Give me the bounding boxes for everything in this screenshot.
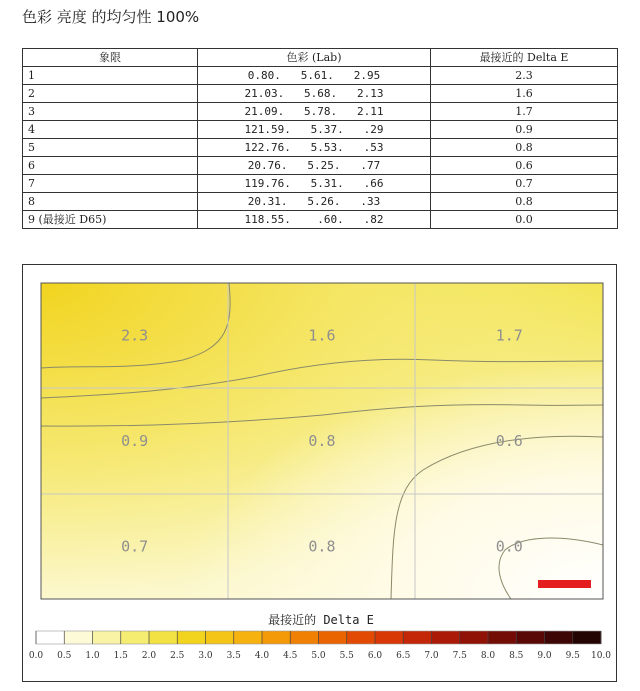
table-row xyxy=(23,121,618,139)
colorbar-tick-label: 4.5 xyxy=(283,651,298,661)
colorbar-tick-label: 7.5 xyxy=(452,651,467,661)
colorbar-swatch xyxy=(432,631,461,644)
delta-e-cell: 0.9 xyxy=(431,121,618,139)
colorbar-tick-label: 1.5 xyxy=(113,651,128,661)
colorbar-swatch xyxy=(290,631,319,644)
colorbar-tick-label: 3.0 xyxy=(198,651,213,661)
measurement-table xyxy=(22,48,618,229)
quadrant-cell: 1 xyxy=(23,67,198,85)
colorbar-tick-label: 1.0 xyxy=(85,651,100,661)
colorbar-tick-label: 2.0 xyxy=(141,651,157,661)
colorbar-tick-label: 8.5 xyxy=(509,651,524,661)
colorbar-swatch xyxy=(573,631,602,644)
uniformity-chart-svg xyxy=(23,265,618,683)
colorbar-swatch xyxy=(121,631,150,644)
cell-value-label: 0.7 xyxy=(121,537,149,556)
lab-cell: 118.55. .60. .82 xyxy=(198,211,431,229)
delta-e-cell: 0.7 xyxy=(431,175,618,193)
colorbar-title: 最接近的 Delta E xyxy=(268,613,374,627)
lab-header: 色彩 (Lab) xyxy=(198,49,431,67)
cell-value-label: 0.8 xyxy=(308,431,336,450)
colorbar-tick-label: 0.0 xyxy=(28,651,44,661)
colorbar-tick-label: 7.0 xyxy=(424,651,439,661)
quadrant-cell: 3 xyxy=(23,103,198,121)
colorbar-swatch xyxy=(149,631,178,644)
colorbar-tick-label: 6.0 xyxy=(367,651,383,661)
colorbar-swatch xyxy=(347,631,376,644)
table-row xyxy=(23,175,618,193)
colorbar-tick-label: 5.0 xyxy=(311,651,326,661)
colorbar-swatch xyxy=(375,631,404,644)
lab-cell: 20.76. 5.25. .77 xyxy=(198,157,431,175)
table-row xyxy=(23,85,618,103)
colorbar-swatch xyxy=(206,631,235,644)
cell-value-label: 0.6 xyxy=(495,431,523,450)
cell-value-label: 0.9 xyxy=(121,431,149,450)
colorbar-swatch xyxy=(516,631,545,644)
delta-e-cell: 0.8 xyxy=(431,193,618,211)
colorbar-tick-label: 8.0 xyxy=(480,651,496,661)
colorbar-swatch xyxy=(93,631,122,644)
lab-cell: 21.03. 5.68. 2.13 xyxy=(198,85,431,103)
colorbar-swatch xyxy=(36,631,65,644)
delta-e-cell: 0.6 xyxy=(431,157,618,175)
table-header-row xyxy=(23,49,618,67)
cell-value-label: 1.7 xyxy=(495,326,523,345)
table-row xyxy=(23,193,618,211)
delta-e-cell: 0.0 xyxy=(431,211,618,229)
lab-cell: 21.09. 5.78. 2.11 xyxy=(198,103,431,121)
cell-value-label: 1.6 xyxy=(308,326,336,345)
colorbar-swatch xyxy=(319,631,348,644)
colorbar-swatch xyxy=(234,631,263,644)
colorbar-tick-label: 2.5 xyxy=(170,651,185,661)
cell-value-label: 2.3 xyxy=(121,326,149,345)
table-row xyxy=(23,67,618,85)
colorbar-tick-label: 5.5 xyxy=(339,651,354,661)
quadrant-cell: 5 xyxy=(23,139,198,157)
colorbar-swatch xyxy=(460,631,489,644)
delta-e-header: 最接近的 Delta E xyxy=(431,49,618,67)
quadrant-cell: 9 (最接近 D65) xyxy=(23,211,198,229)
colorbar-tick-label: 3.5 xyxy=(226,651,241,661)
table-row xyxy=(23,139,618,157)
quadrant-cell: 2 xyxy=(23,85,198,103)
uniformity-chart xyxy=(22,264,617,682)
colorbar-swatch xyxy=(488,631,517,644)
quadrant-cell: 7 xyxy=(23,175,198,193)
quadrant-cell: 4 xyxy=(23,121,198,139)
colorbar-tick-label: 9.5 xyxy=(565,651,580,661)
colorbar-swatch xyxy=(64,631,93,644)
quadrant-cell: 6 xyxy=(23,157,198,175)
quadrant-header: 象限 xyxy=(23,49,198,67)
cell-value-label: 0.8 xyxy=(308,537,336,556)
colorbar-swatch xyxy=(403,631,432,644)
delta-e-cell: 2.3 xyxy=(431,67,618,85)
quadrant-cell: 8 xyxy=(23,193,198,211)
colorbar-tick-label: 4.0 xyxy=(254,651,270,661)
delta-e-cell: 1.6 xyxy=(431,85,618,103)
lab-cell: 119.76. 5.31. .66 xyxy=(198,175,431,193)
delta-e-cell: 0.8 xyxy=(431,139,618,157)
table-row xyxy=(23,157,618,175)
cell-value-label: 0.0 xyxy=(495,537,523,556)
table-row xyxy=(23,103,618,121)
table-row xyxy=(23,211,618,229)
colorbar-swatch xyxy=(262,631,291,644)
lab-cell: 122.76. 5.53. .53 xyxy=(198,139,431,157)
colorbar-tick-label: 0.5 xyxy=(57,651,72,661)
colorbar-tick-label: 10.0 xyxy=(590,651,612,661)
colorbar-swatch xyxy=(177,631,206,644)
colorbar-tick-label: 9.0 xyxy=(537,651,552,661)
page-title: 色彩 亮度 的均匀性 100% xyxy=(22,8,200,26)
colorbar-swatch xyxy=(545,631,574,644)
lab-cell: 0.80. 5.61. 2.95 xyxy=(198,67,431,85)
lab-cell: 121.59. 5.37. .29 xyxy=(198,121,431,139)
colorbar-tick-label: 6.5 xyxy=(396,651,411,661)
delta-e-cell: 1.7 xyxy=(431,103,618,121)
lab-cell: 20.31. 5.26. .33 xyxy=(198,193,431,211)
reference-marker xyxy=(538,580,591,588)
